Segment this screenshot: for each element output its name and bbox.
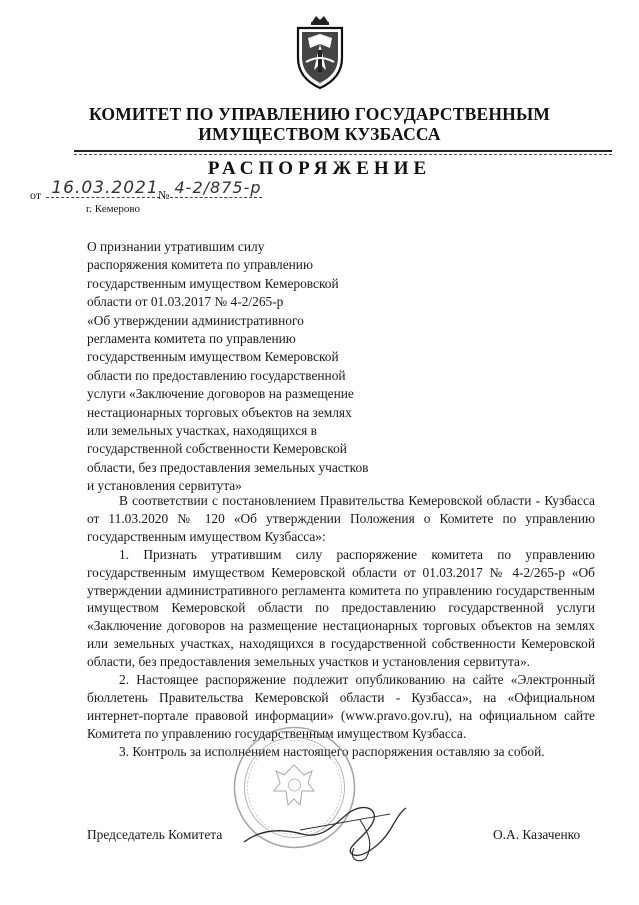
subject-line: распоряжения комитета по управлению bbox=[87, 257, 313, 273]
document-body bbox=[87, 492, 595, 761]
subject-line: или земельных участках, находящихся в bbox=[87, 423, 317, 439]
subject-line: «Об утверждении административного bbox=[87, 312, 304, 328]
signer-position: Председатель Комитета bbox=[87, 827, 223, 842]
header-rule-thin bbox=[74, 154, 612, 155]
document-type-title: РАСПОРЯЖЕНИЕ bbox=[207, 158, 432, 179]
signer-name: О.А. Казаченко bbox=[493, 827, 581, 842]
item-3-paragraph: 3. Контроль за исполнением настоящего распоряжения оставляю за собой. bbox=[119, 743, 545, 759]
preamble-paragraph: В соответствии с постановлением Правительства Кемеровской области - Кузбасса от 11.03.2020 № 120 «Об утверждении Положения о Комитете по управлению государственным имуществом Кузбасса»: bbox=[87, 493, 595, 544]
subject-line: государственным имуществом Кемеровской bbox=[87, 275, 339, 291]
subject-line: регламента комитета по управлению bbox=[87, 331, 296, 347]
handwritten-signature-icon bbox=[240, 790, 410, 865]
subject-line: области по предоставлению государственной bbox=[87, 367, 346, 383]
document-subject bbox=[87, 238, 427, 496]
org-name-line2: ИМУЩЕСТВОМ КУЗБАССА bbox=[198, 124, 441, 144]
item-1-paragraph: 1. Признать утратившим силу распоряжение комитета по управлению государственным имуществом Кемеровской области от 01.03.2017 № 4-2/265-р «Об утверждении административного регламента комитета по управлению государственным имуществом Кемеровской области по предоставлению государственной услуги «Заключение договоров на размещение нестационарных торговых объектов на землях или земельных участках, находящихся в государственной собственности Кемеровской области, без предоставления земельных участков и установления сервитута». bbox=[87, 546, 595, 670]
org-name-line1: КОМИТЕТ ПО УПРАВЛЕНИЮ ГОСУДАРСТВЕННЫМ bbox=[88, 104, 551, 124]
subject-line: О признании утратившим силу bbox=[87, 239, 265, 254]
number-underline bbox=[170, 197, 262, 198]
subject-line: государственной собственности Кемеровской bbox=[87, 441, 347, 457]
subject-line: и установления сервитута» bbox=[87, 478, 242, 494]
coat-of-arms-icon bbox=[290, 14, 350, 90]
document-date: 16.03.2021 bbox=[51, 178, 159, 198]
subject-line: области от 01.03.2017 № 4-2/265-р bbox=[87, 294, 284, 310]
date-underline bbox=[46, 197, 160, 198]
subject-line: услуги «Заключение договоров на размещение bbox=[87, 386, 354, 402]
number-label: № bbox=[158, 188, 170, 202]
document-number: 4-2/875-р bbox=[174, 178, 262, 197]
subject-line: государственным имуществом Кемеровской bbox=[87, 349, 339, 365]
date-label: от bbox=[30, 188, 42, 202]
subject-line: нестационарных торговых объектов на землях bbox=[87, 404, 352, 420]
header-rule-thick bbox=[74, 150, 612, 152]
item-2-paragraph: 2. Настоящее распоряжение подлежит опубликованию на сайте «Электронный бюллетень Правительства Кемеровской области - Кузбасса», на «Официальном интернет-портале правовой информации» (www.pravo.gov.ru), на официальном сайте Комитета по управлению государственным имуществом Кузбасса. bbox=[87, 672, 595, 741]
city-label: г. Кемерово bbox=[86, 203, 141, 215]
subject-line: области, без предоставления земельных участков bbox=[87, 459, 369, 475]
